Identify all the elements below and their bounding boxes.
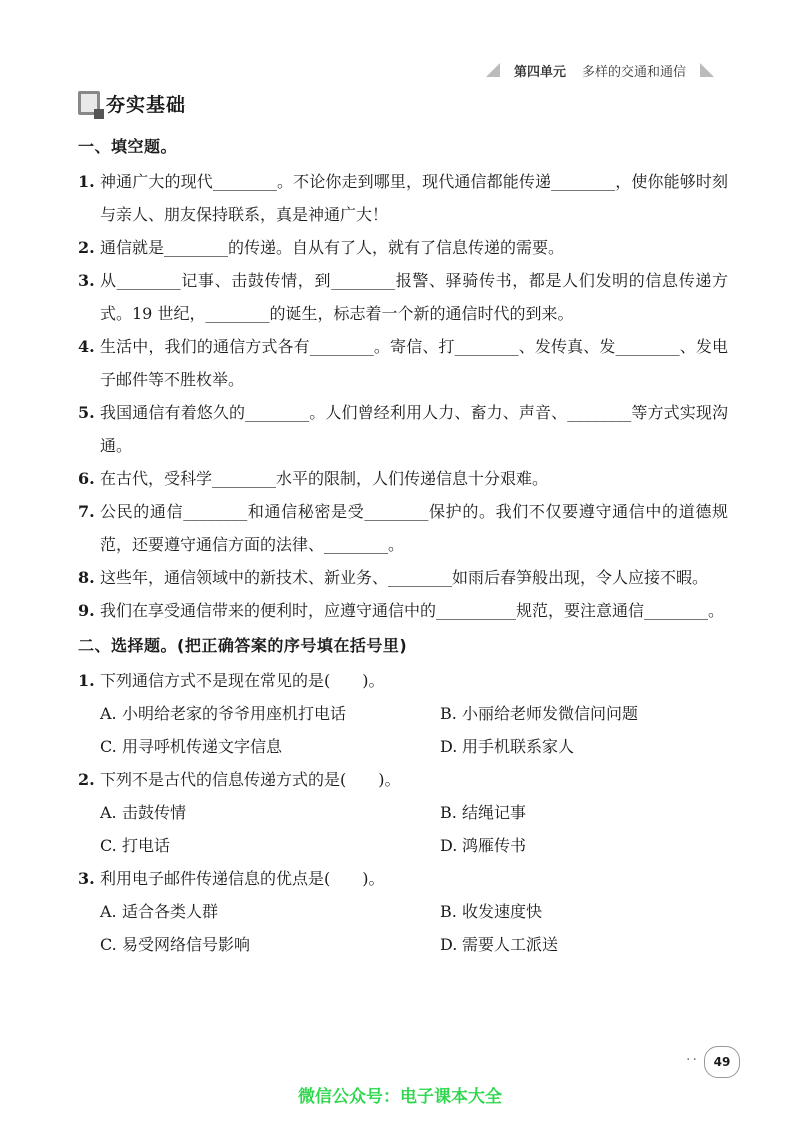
option: [440, 796, 740, 829]
option: [440, 697, 740, 730]
fill-question: [78, 594, 728, 627]
option-text: 小丽给老师发微信问问题: [462, 704, 639, 723]
question-number: 1.: [78, 671, 95, 690]
option-letter: C.: [100, 737, 117, 756]
fill-in-blank-list: [78, 165, 728, 627]
multiple-choice-list: [78, 664, 728, 961]
option: [440, 895, 740, 928]
option-text: 击鼓传情: [122, 803, 187, 822]
choice-question: [78, 763, 728, 796]
option: [100, 730, 440, 763]
question-number: 7.: [78, 502, 95, 521]
section-heading: [78, 90, 186, 116]
question-number: 1.: [78, 172, 95, 191]
worksheet-content: [78, 130, 728, 961]
question-number: 8.: [78, 568, 95, 587]
question-number: 4.: [78, 337, 95, 356]
fill-question: [78, 264, 728, 330]
fill-question: [78, 561, 728, 594]
question-number: 3.: [78, 869, 95, 888]
options-grid: [100, 697, 728, 763]
option: [440, 730, 740, 763]
question-number: 6.: [78, 469, 95, 488]
options-grid: [100, 796, 728, 862]
option: [100, 829, 440, 862]
option-text: 结绳记事: [462, 803, 527, 822]
choice-question: [78, 862, 728, 895]
option-letter: D.: [440, 935, 458, 954]
option: [100, 895, 440, 928]
option-text: 适合各类人群: [122, 902, 219, 921]
option-letter: B.: [440, 803, 457, 822]
page-number-dots: ··: [686, 1052, 699, 1068]
question-text: 通信就是________的传递。自从有了人，就有了信息传递的需要。: [100, 238, 565, 257]
question-number: 3.: [78, 271, 95, 290]
fill-question: [78, 231, 728, 264]
option-letter: A.: [100, 803, 117, 822]
part2-title: 二、选择题。(把正确答案的序号填在括号里): [78, 636, 408, 655]
section-title: 夯实基础: [106, 93, 187, 116]
option-text: 收发速度快: [462, 902, 543, 921]
choice-question: [78, 664, 728, 697]
option-text: 打电话: [122, 836, 171, 855]
option-letter: D.: [440, 737, 458, 756]
question-text: 下列通信方式不是现在常见的是( )。: [100, 671, 385, 690]
part1-title: 一、填空题。: [78, 137, 178, 156]
question-text: 公民的通信________和通信秘密是受________保护的。我们不仅要遵守通信中的道德规范，还要遵守通信方面的法律、________。: [100, 502, 728, 554]
question-text: 这些年，通信领域中的新技术、新业务、________如雨后春笋般出现，令人应接不暇。: [100, 568, 709, 587]
fill-question: [78, 462, 728, 495]
fill-question: [78, 165, 728, 231]
option-letter: A.: [100, 704, 117, 723]
question-text: 从________记事、击鼓传情，到________报警、驿骑传书，都是人们发明的信息传递方式。19 世纪，________的诞生，标志着一个新的通信时代的到来。: [100, 271, 728, 323]
question-text: 我国通信有着悠久的________。人们曾经利用人力、畜力、声音、________等方式实现沟通。: [100, 403, 728, 455]
question-number: 5.: [78, 403, 95, 422]
question-number: 2.: [78, 238, 95, 257]
question-text: 下列不是古代的信息传递方式的是( )。: [100, 770, 401, 789]
option: [100, 796, 440, 829]
option-text: 用手机联系家人: [462, 737, 575, 756]
fill-question: [78, 495, 728, 561]
option-letter: C.: [100, 836, 117, 855]
question-text: 神通广大的现代________。不论你走到哪里，现代通信都能传递________，使你能够时刻与亲人、朋友保持联系，真是神通广大！: [100, 172, 728, 224]
fill-question: [78, 330, 728, 396]
question-text: 生活中，我们的通信方式各有________。寄信、打________、发传真、发________、发电子邮件等不胜枚举。: [100, 337, 728, 389]
question-text: 利用电子邮件传递信息的优点是( )。: [100, 869, 385, 888]
question-text: 我们在享受通信带来的便利时，应遵守通信中的__________规范，要注意通信________。: [100, 601, 725, 620]
option-text: 小明给老家的爷爷用座机打电话: [122, 704, 347, 723]
options-grid: [100, 895, 728, 961]
option: [100, 928, 440, 961]
fill-question: [78, 396, 728, 462]
option-text: 鸿雁传书: [462, 836, 527, 855]
section-square-icon: [78, 91, 100, 115]
option-text: 用寻呼机传递文字信息: [122, 737, 283, 756]
watermark: 微信公众号：电子课本大全: [298, 1087, 502, 1107]
option: [100, 697, 440, 730]
option-text: 需要人工派送: [462, 935, 559, 954]
header-left-triangle-icon: [486, 63, 500, 77]
option: [440, 928, 740, 961]
option-letter: D.: [440, 836, 458, 855]
option-letter: C.: [100, 935, 117, 954]
option-text: 易受网络信号影响: [122, 935, 251, 954]
question-number: 2.: [78, 770, 95, 789]
option: [440, 829, 740, 862]
option-letter: B.: [440, 902, 457, 921]
option-letter: B.: [440, 704, 457, 723]
question-text: 在古代，受科学________水平的限制，人们传递信息十分艰难。: [100, 469, 549, 488]
lesson-title: 多样的交通和通信: [582, 64, 687, 80]
header-right-triangle-icon: [700, 63, 714, 77]
page-number: 49: [704, 1046, 740, 1078]
unit-label: 第四单元: [514, 64, 567, 80]
option-letter: A.: [100, 902, 117, 921]
question-number: 9.: [78, 601, 95, 620]
running-header: [486, 58, 726, 82]
